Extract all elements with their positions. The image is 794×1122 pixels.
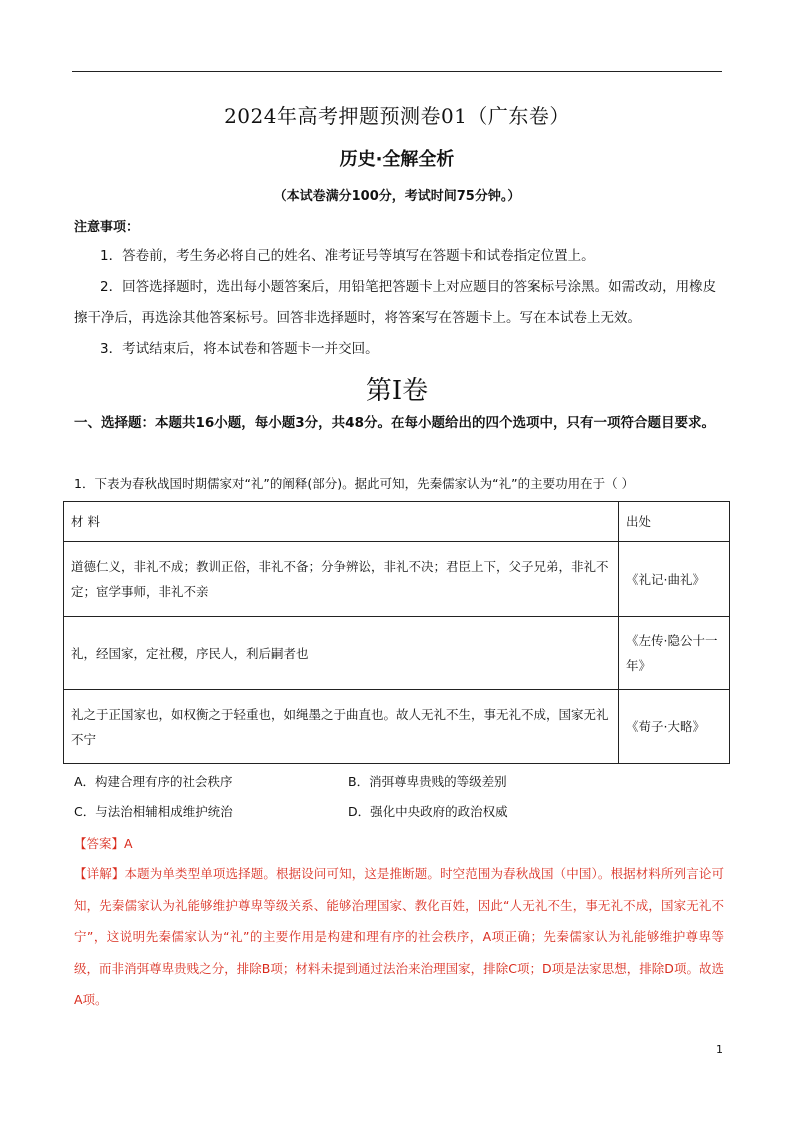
option-b: B．消弭尊卑贵贱的等级差别 bbox=[348, 774, 507, 789]
table-cell-material: 礼，经国家，定社稷，序民人，利后嗣者也 bbox=[64, 617, 619, 690]
notice-list bbox=[74, 241, 724, 365]
page-number: 1 bbox=[716, 1043, 723, 1056]
table-row bbox=[64, 690, 730, 764]
table-row bbox=[64, 542, 730, 617]
score-info: （本试卷满分100分，考试时间75分钟。） bbox=[273, 189, 521, 204]
notice-heading: 注意事项： bbox=[74, 220, 140, 235]
section-title: 第I卷 bbox=[365, 376, 429, 406]
option-a: A．构建合理有序的社会秩序 bbox=[74, 774, 233, 789]
header-rule bbox=[72, 71, 722, 72]
exam-title: 2024年高考押题预测卷01（广东卷） bbox=[224, 104, 570, 128]
notice-item: 1．答卷前，考生务必将自己的姓名、准考证号等填写在答题卡和试卷指定位置上。 bbox=[100, 248, 595, 264]
table-cell-source: 《礼记·曲礼》 bbox=[619, 542, 730, 617]
answer-label: 【答案】A bbox=[74, 836, 133, 851]
table-header-source: 出处 bbox=[619, 502, 730, 542]
option-c: C．与法治相辅相成维护统治 bbox=[74, 804, 233, 819]
notice-item: 2．回答选择题时，选出每小题答案后，用铅笔把答题卡上对应题目的答案标号涂黑。如需改动，用橡皮擦干净后，再选涂其他答案标号。回答非选择题时，将答案写在答题卡上。写在本试卷上无效。 bbox=[74, 279, 717, 326]
table-cell-source: 《左传·隐公十一年》 bbox=[619, 617, 730, 690]
answer-options bbox=[74, 772, 724, 832]
notice-item: 3．考试结束后，将本试卷和答题卡一并交回。 bbox=[100, 341, 379, 357]
section-intro: 一、选择题：本题共16小题，每小题3分，共48分。在每小题给出的四个选项中，只有一项符合题目要求。 bbox=[74, 415, 715, 431]
table-header-row bbox=[64, 502, 730, 542]
table-cell-material: 礼之于正国家也，如权衡之于轻重也，如绳墨之于曲直也。故人无礼不生，事无礼不成，国家无礼不宁 bbox=[64, 690, 619, 764]
material-table bbox=[63, 501, 730, 764]
table-cell-material: 道德仁义，非礼不成；教训正俗，非礼不备；分争辨讼，非礼不决；君臣上下，父子兄弟，非礼不定；宦学事师，非礼不亲 bbox=[64, 542, 619, 617]
table-cell-source: 《荀子·大略》 bbox=[619, 690, 730, 764]
answer-detail: 【详解】本题为单类型单项选择题。根据设问可知，这是推断题。时空范围为春秋战国（中国）。根据材料所列言论可知，先秦儒家认为礼能够维护尊卑等级关系、能够治理国家、教化百姓，因此“人无礼不生，事无礼不成，国家无礼不宁”，这说明先秦儒家认为“礼”的主要作用是构建和理有序的社会秩序，A项正确；先秦儒家认为礼能够维护尊卑等级，而非消弭尊卑贵贱之分，排除B项；材料未提到通过法治来治理国家，排除C项；D项是法家思想，排除D项。故选A项。 bbox=[74, 866, 724, 1007]
option-d: D．强化中央政府的政治权威 bbox=[348, 804, 508, 819]
exam-subtitle: 历史·全解全析 bbox=[339, 149, 455, 170]
table-header-material: 材 料 bbox=[64, 502, 619, 542]
table-row bbox=[64, 617, 730, 690]
question-stem: 1．下表为春秋战国时期儒家对“礼”的阐释(部分)。据此可知，先秦儒家认为“礼”的主要功用在于（ ） bbox=[74, 476, 635, 491]
